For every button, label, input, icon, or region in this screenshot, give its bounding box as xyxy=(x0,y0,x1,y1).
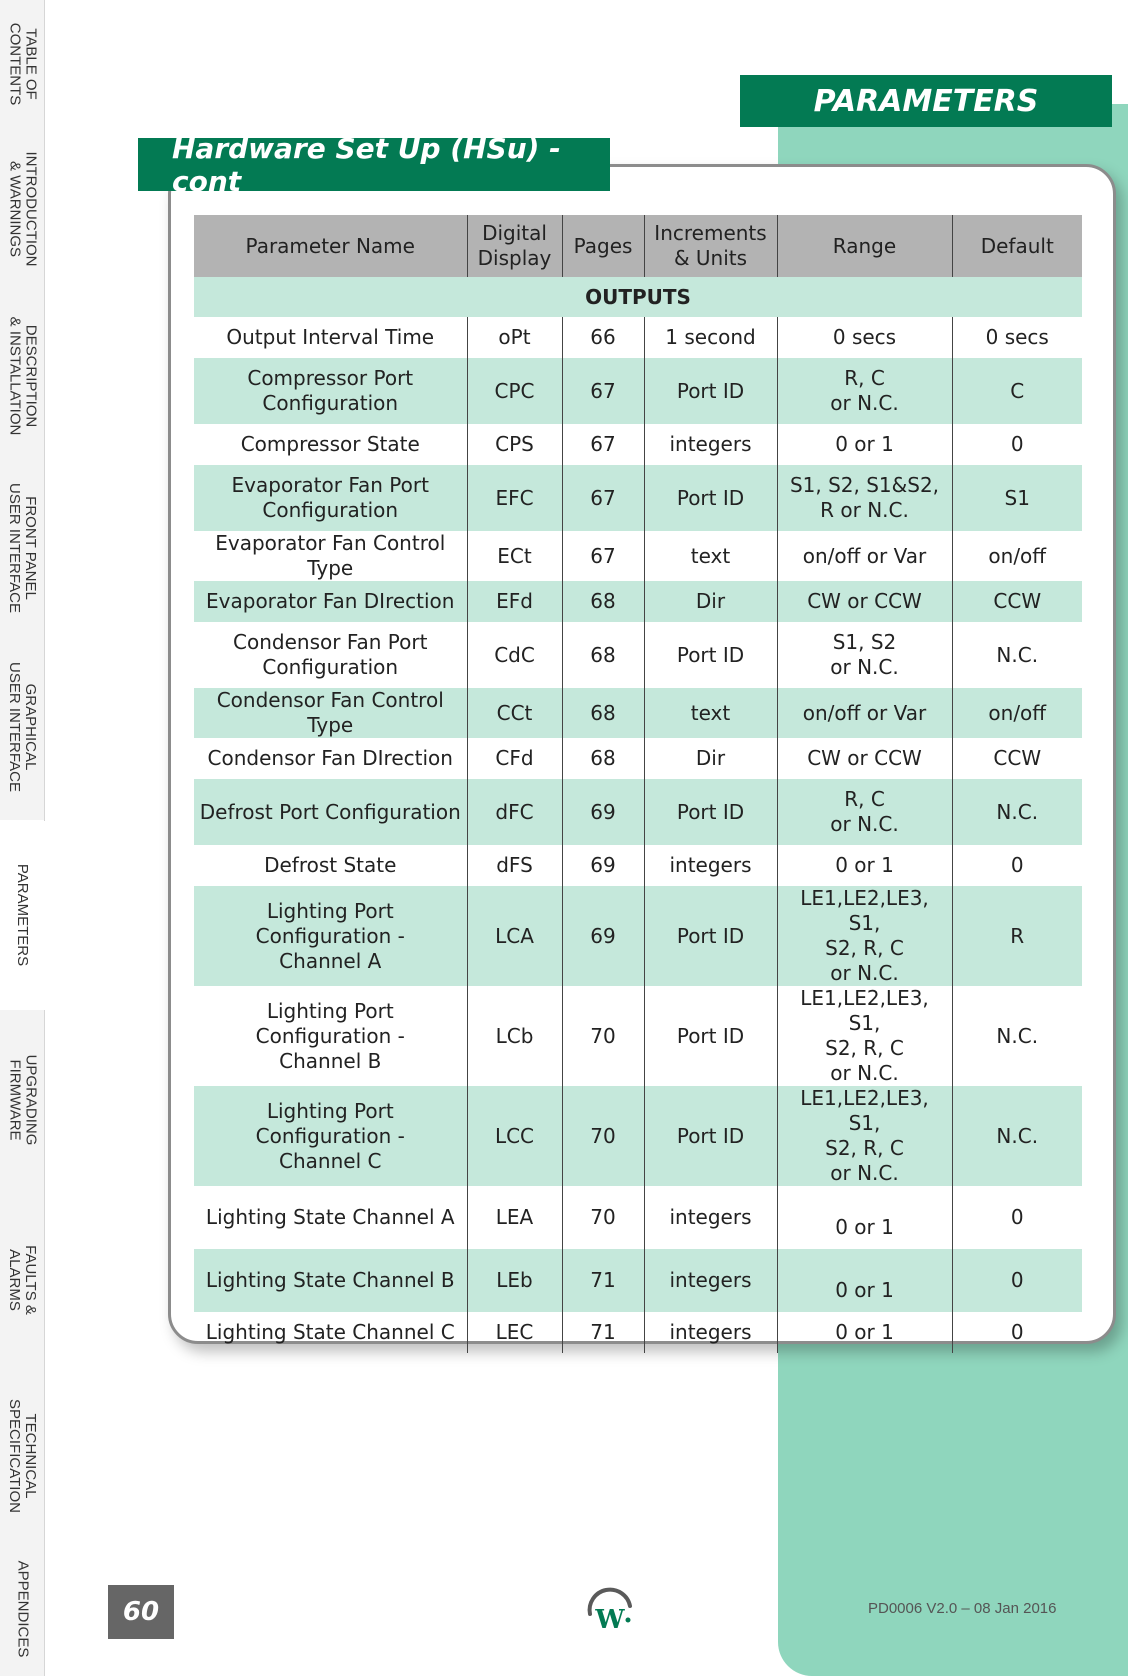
cell-pages: 71 xyxy=(562,1312,644,1353)
table-row xyxy=(194,886,1082,986)
cell-display: LCb xyxy=(467,986,562,1086)
cell-name: Evaporator Fan Control Type xyxy=(215,531,446,580)
cell-range: LE1,LE2,LE3, S1, S2, R, C or N.C. xyxy=(777,986,952,1086)
cell-range: on/off or Var xyxy=(777,688,952,738)
cell-name: Lighting Port Configuration - Channel C xyxy=(194,1086,467,1186)
side-tab-label: APPENDICES xyxy=(14,1560,32,1658)
cell-default: S1 xyxy=(952,465,1082,531)
chapter-title: PARAMETERS xyxy=(740,75,1112,127)
table-row xyxy=(194,1249,1082,1312)
cell-units: Port ID xyxy=(644,1086,777,1186)
cell-range: 0 or 1 xyxy=(777,1249,952,1312)
cell-units: Port ID xyxy=(644,986,777,1086)
cell-pages: 71 xyxy=(562,1249,644,1312)
cell-pages: 69 xyxy=(562,779,644,845)
cell-range: 0 or 1 xyxy=(777,424,952,465)
cell-display: CPC xyxy=(467,358,562,424)
cell-default: 0 secs xyxy=(952,317,1082,358)
cell-range: R, C or N.C. xyxy=(777,779,952,845)
section-title: Hardware Set Up (HSu) - cont xyxy=(138,138,610,191)
cell-name: Compressor Port Configuration xyxy=(194,358,467,424)
company-logo-icon xyxy=(584,1584,636,1636)
cell-display: CCt xyxy=(467,688,562,738)
cell-default: 0 xyxy=(952,1312,1082,1353)
cell-units: integers xyxy=(644,1186,777,1249)
cell-pages: 69 xyxy=(562,845,644,886)
cell-default: R xyxy=(952,886,1082,986)
side-tab-introduction[interactable] xyxy=(0,128,45,291)
cell-default: N.C. xyxy=(952,622,1082,688)
cell-units: text xyxy=(644,531,777,581)
cell-default: N.C. xyxy=(952,1086,1082,1186)
cell-display: dFC xyxy=(467,779,562,845)
cell-units: text xyxy=(644,688,777,738)
side-tab-label: DESCRIPTION & INSTALLATION xyxy=(6,316,40,436)
cell-pages: 67 xyxy=(562,465,644,531)
cell-pages: 67 xyxy=(562,424,644,465)
cell-range: R, C or N.C. xyxy=(777,358,952,424)
cell-range: 0 or 1 xyxy=(777,845,952,886)
cell-display: EFC xyxy=(467,465,562,531)
cell-default: 0 xyxy=(952,845,1082,886)
table-row xyxy=(194,622,1082,688)
cell-display: ECt xyxy=(467,531,562,581)
side-tab-table-of-contents[interactable] xyxy=(0,0,45,129)
cell-pages: 69 xyxy=(562,886,644,986)
side-tab-graphical[interactable] xyxy=(0,634,45,821)
cell-pages: 68 xyxy=(562,688,644,738)
side-tab-label: FAULTS & ALARMS xyxy=(6,1245,39,1315)
cell-name: Defrost State xyxy=(264,853,397,877)
side-tab-label: TECHNICAL SPECIFICATION xyxy=(6,1399,39,1513)
cell-display: LEA xyxy=(467,1186,562,1249)
document-reference: PD0006 V2.0 – 08 Jan 2016 xyxy=(868,1600,1057,1617)
side-tab-parameters[interactable] xyxy=(0,820,44,1011)
cell-name: Lighting State Channel C xyxy=(205,1320,455,1344)
table-row xyxy=(194,1186,1082,1249)
col-header-parameter-name: Parameter Name xyxy=(194,215,467,277)
cell-range: 0 or 1 xyxy=(777,1312,952,1353)
cell-name: Evaporator Fan Port Configuration xyxy=(194,465,467,531)
cell-display: LEb xyxy=(467,1249,562,1312)
cell-units: Port ID xyxy=(644,886,777,986)
cell-pages: 68 xyxy=(562,738,644,779)
side-tab-label: TABLE OF CONTENTS xyxy=(6,22,39,106)
col-header-digital-display: Digital Display xyxy=(467,215,562,277)
cell-default: N.C. xyxy=(952,986,1082,1086)
cell-name: Lighting State Channel B xyxy=(194,1249,467,1312)
side-tab-front-panel[interactable] xyxy=(0,462,45,635)
cell-units: integers xyxy=(644,1249,777,1312)
cell-range: 0 secs xyxy=(777,317,952,358)
cell-display: LCC xyxy=(467,1086,562,1186)
cell-default: 0 xyxy=(952,1186,1082,1249)
cell-default: on/off xyxy=(952,531,1082,581)
page-number: 60 xyxy=(108,1585,174,1639)
cell-units: Dir xyxy=(644,738,777,779)
cell-range: S1, S2, S1&S2, R or N.C. xyxy=(777,465,952,531)
cell-default: C xyxy=(952,358,1082,424)
table-row xyxy=(194,738,1082,779)
cell-display: CdC xyxy=(467,622,562,688)
cell-default: on/off xyxy=(952,688,1082,738)
cell-pages: 68 xyxy=(562,581,644,622)
cell-range: CW or CCW xyxy=(777,581,952,622)
cell-pages: 67 xyxy=(562,358,644,424)
col-header-increments: Increments & Units xyxy=(644,215,777,277)
cell-units: Port ID xyxy=(644,465,777,531)
cell-name: Defrost Port Configuration xyxy=(194,779,467,845)
cell-units: integers xyxy=(644,1312,777,1353)
cell-range: S1, S2 or N.C. xyxy=(777,622,952,688)
cell-display: CFd xyxy=(467,738,562,779)
col-header-pages: Pages xyxy=(562,215,644,277)
cell-default: 0 xyxy=(952,424,1082,465)
side-tab-label: PARAMETERS xyxy=(14,863,31,967)
table-header-row xyxy=(194,215,1082,277)
cell-units: Dir xyxy=(644,581,777,622)
cell-name: Output Interval Time xyxy=(226,325,435,349)
cell-pages: 68 xyxy=(562,622,644,688)
cell-name: Condensor Fan Control Type xyxy=(194,688,467,738)
table-row xyxy=(194,424,1082,465)
cell-display: EFd xyxy=(467,581,562,622)
cell-default: CCW xyxy=(952,738,1082,779)
cell-range: on/off or Var xyxy=(777,531,952,581)
side-tab-faults[interactable] xyxy=(0,1190,45,1371)
cell-pages: 70 xyxy=(562,1186,644,1249)
table-subheading-row xyxy=(194,277,1082,317)
cell-units: Port ID xyxy=(644,358,777,424)
cell-name: Condensor Fan DIrection xyxy=(207,746,453,770)
cell-range: LE1,LE2,LE3, S1, S2, R, C or N.C. xyxy=(777,1086,952,1186)
cell-default: CCW xyxy=(952,581,1082,622)
cell-range: CW or CCW xyxy=(777,738,952,779)
cell-default: 0 xyxy=(952,1249,1082,1312)
side-tab-description[interactable] xyxy=(0,290,45,463)
cell-display: CPS xyxy=(467,424,562,465)
cell-units: integers xyxy=(644,845,777,886)
side-tab-appendices[interactable] xyxy=(0,1542,45,1676)
cell-display: oPt xyxy=(467,317,562,358)
table-row xyxy=(194,358,1082,424)
side-tab-technical[interactable] xyxy=(0,1370,45,1543)
subheading-outputs: OUTPUTS xyxy=(194,277,1082,317)
cell-name: Compressor State xyxy=(240,432,420,456)
cell-name: Condensor Fan Port Configuration xyxy=(233,630,428,679)
cell-pages: 70 xyxy=(562,1086,644,1186)
cell-units: Port ID xyxy=(644,779,777,845)
cell-display: LCA xyxy=(467,886,562,986)
side-tab-label: GRAPHICAL USER INTERFACE xyxy=(6,661,39,793)
table-row xyxy=(194,1312,1082,1353)
col-header-range: Range xyxy=(777,215,952,277)
logo-letter: W xyxy=(595,1605,625,1635)
cell-name: Evaporator Fan DIrection xyxy=(194,581,467,622)
side-nav xyxy=(0,0,46,1676)
cell-name: Lighting Port Configuration - Channel B xyxy=(255,998,405,1073)
side-tab-label: FRONT PANEL USER INTERFACE xyxy=(6,482,39,614)
side-tab-upgrading[interactable] xyxy=(0,1010,45,1191)
table-row xyxy=(194,986,1082,1086)
cell-pages: 70 xyxy=(562,986,644,1086)
table-row xyxy=(194,531,1082,581)
cell-units: integers xyxy=(644,424,777,465)
cell-default: N.C. xyxy=(952,779,1082,845)
cell-range: LE1,LE2,LE3, S1, S2, R, C or N.C. xyxy=(777,886,952,986)
cell-display: dFS xyxy=(467,845,562,886)
cell-display: LEC xyxy=(467,1312,562,1353)
table-row xyxy=(194,1086,1082,1186)
table-row xyxy=(194,465,1082,531)
table-row xyxy=(194,688,1082,738)
col-header-default: Default xyxy=(952,215,1082,277)
cell-pages: 66 xyxy=(562,317,644,358)
cell-range: 0 or 1 xyxy=(777,1186,952,1249)
cell-pages: 67 xyxy=(562,531,644,581)
table-row xyxy=(194,845,1082,886)
cell-units: 1 second xyxy=(644,317,777,358)
table-row xyxy=(194,581,1082,622)
cell-units: Port ID xyxy=(644,622,777,688)
cell-name: Lighting Port Configuration - Channel A xyxy=(194,886,467,986)
side-tab-label: UPGRADING FIRMWARE xyxy=(6,1054,39,1146)
table-row xyxy=(194,779,1082,845)
table-row xyxy=(194,317,1082,358)
parameters-table xyxy=(194,215,1082,1353)
side-tab-label: INTRODUCTION & WARNINGS xyxy=(6,151,39,267)
cell-name: Lighting State Channel A xyxy=(205,1205,455,1229)
